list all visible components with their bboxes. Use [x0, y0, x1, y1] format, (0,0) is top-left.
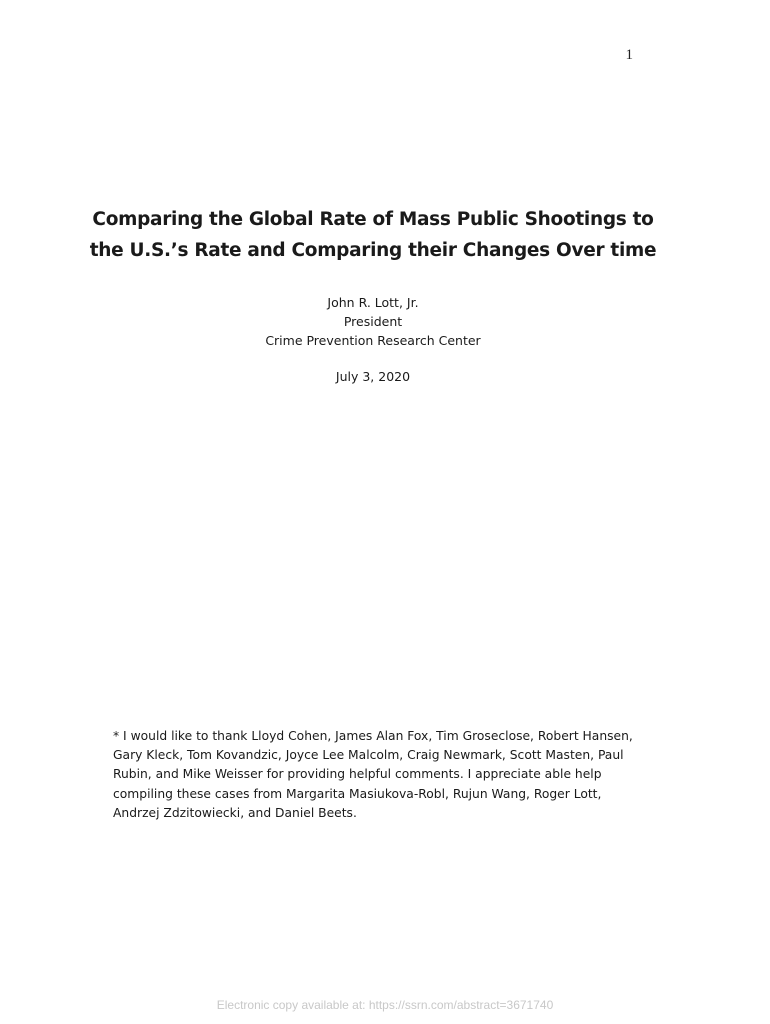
author-organization: Crime Prevention Research Center	[265, 333, 481, 348]
paper-title	[0, 204, 746, 266]
footnote-line: * I would like to thank Lloyd Cohen, James Alan Fox, Tim Groseclose, Robert Hansen,	[113, 729, 633, 743]
footnote-line: Rubin, and Mike Weisser for providing helpful comments. I appreciate able help	[113, 767, 602, 782]
author-name: John R. Lott, Jr.	[327, 295, 419, 310]
footnote-line: compiling these cases from Margarita Masiukova-Robl, Rujun Wang, Roger Lott,	[113, 786, 602, 801]
title-line-1: Comparing the Global Rate of Mass Public Shootings to	[92, 209, 654, 230]
author-role: President	[343, 314, 403, 329]
footnote-line: Andrzej Zdzitowiecki, and Daniel Beets.	[113, 805, 357, 820]
publication-date: July 3, 2020	[335, 369, 411, 384]
footnote-line: Gary Kleck, Tom Kovandzic, Joyce Lee Malcolm, Craig Newmark, Scott Masten, Paul	[113, 748, 624, 763]
acknowledgment-footnote	[113, 727, 643, 823]
ssrn-watermark: Electronic copy available at: https://ssrn.com/abstract=3671740	[216, 998, 554, 1012]
title-line-2: the U.S.’s Rate and Comparing their Changes Over time	[89, 240, 657, 261]
page-number: 1	[625, 47, 633, 63]
author-block	[0, 293, 746, 350]
